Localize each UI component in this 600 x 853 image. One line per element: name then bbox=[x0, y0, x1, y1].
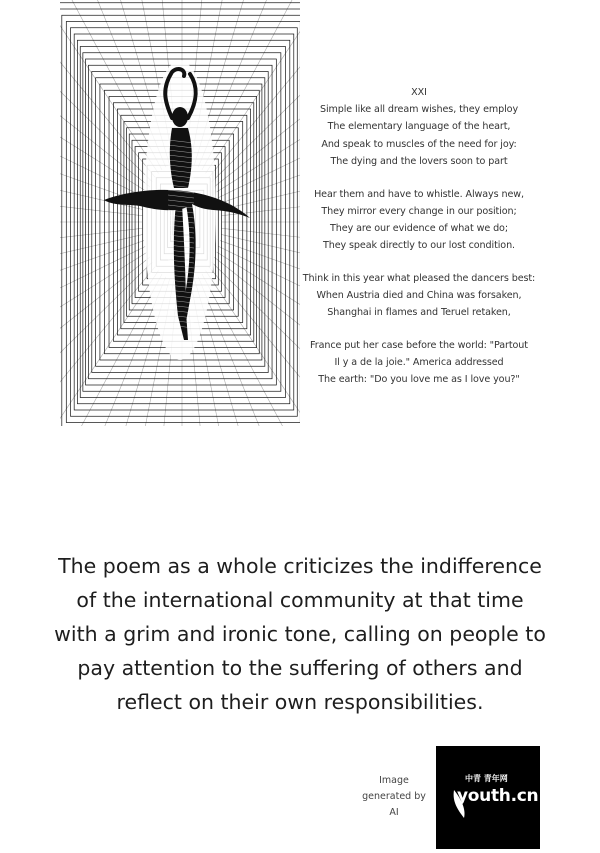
credit-line-3: AI bbox=[389, 807, 399, 818]
ray-line bbox=[206, 271, 300, 426]
poem-line: XXI bbox=[411, 87, 427, 98]
poem-line: They speak directly to our lost condition. bbox=[322, 240, 516, 252]
ray-line bbox=[214, 46, 300, 187]
logo-tag: 中青 青年网 bbox=[465, 774, 508, 783]
commentary-line: The poem as a whole criticizes the indifference bbox=[58, 554, 542, 578]
poem-line: Il y a de la joie." America addressed bbox=[334, 357, 504, 369]
ai-credit bbox=[352, 773, 436, 821]
ray-line bbox=[60, 234, 143, 284]
poem-line: When Austria died and China was forsaken, bbox=[316, 290, 522, 302]
credit-line-1: Image bbox=[379, 775, 409, 786]
poem-line: Think in this year what pleased the dancers best: bbox=[302, 272, 536, 284]
dancer-figure bbox=[104, 60, 250, 360]
poem-line: Shanghai in flames and Teruel retaken, bbox=[327, 307, 511, 319]
ballet-artwork bbox=[60, 0, 300, 426]
dancer-torso bbox=[170, 128, 192, 188]
ray-line bbox=[220, 129, 300, 203]
poem-stanza bbox=[298, 337, 540, 389]
poem-line: Simple like all dream wishes, they employ bbox=[319, 104, 519, 116]
commentary-line: of the international community at that time bbox=[76, 588, 524, 612]
ray-line bbox=[214, 257, 300, 398]
poem-line: They are our evidence of what we do; bbox=[330, 222, 508, 234]
poem-stanza bbox=[298, 270, 540, 322]
ray-line bbox=[206, 0, 300, 173]
poem-stanza bbox=[298, 186, 540, 255]
ray-line bbox=[209, 0, 300, 177]
ray-line bbox=[60, 129, 144, 203]
poem-line: The dying and the lovers soon to part bbox=[330, 155, 508, 167]
commentary-line: pay attention to the suffering of others and bbox=[77, 656, 523, 680]
ray-line bbox=[60, 241, 144, 315]
poem-text bbox=[298, 84, 540, 404]
ray-line bbox=[221, 160, 300, 210]
commentary-line: with a grim and ironic tone, calling on people to bbox=[54, 622, 546, 646]
poem-line: And speak to muscles of the need for joy: bbox=[321, 138, 517, 150]
dancer-head bbox=[172, 107, 188, 127]
poem-line: The earth: "Do you love me as I love you?" bbox=[318, 374, 520, 386]
credit-line-2: generated by bbox=[362, 791, 426, 802]
ray-line bbox=[209, 267, 300, 426]
ray-line bbox=[220, 241, 300, 315]
ray-line bbox=[60, 228, 142, 253]
poem-line: The elementary language of the heart, bbox=[327, 121, 511, 133]
poem-line: France put her case before the world: "Partout bbox=[310, 339, 528, 351]
poem-stanza bbox=[298, 84, 540, 170]
ray-line bbox=[60, 274, 162, 426]
commentary-line: reflect on their own responsibilities. bbox=[116, 690, 484, 714]
commentary-text bbox=[40, 549, 560, 719]
poem-line: Hear them and have to whistle. Always new, bbox=[314, 188, 524, 200]
logo-wordmark: youth.cn bbox=[457, 786, 539, 806]
ray-line bbox=[221, 234, 300, 284]
poem-line: They mirror every change in our position; bbox=[321, 205, 517, 217]
